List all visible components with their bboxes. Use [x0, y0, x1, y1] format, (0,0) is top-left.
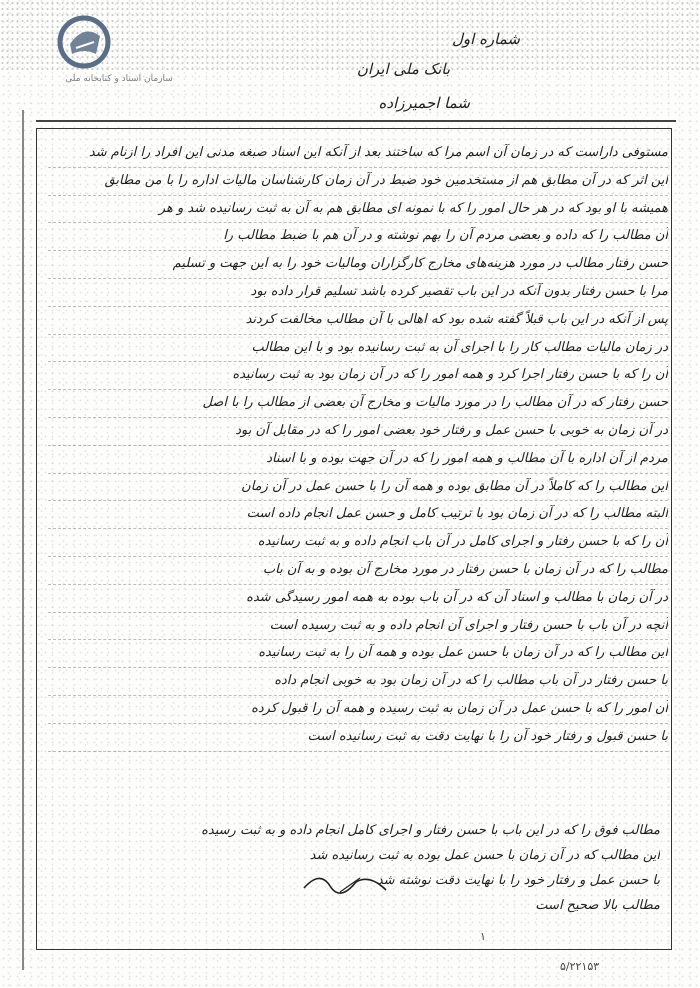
header-line-1: شماره اول — [452, 30, 520, 48]
body-line: این مطالب را که کاملاً در آن مطابق بوده و همه آن را با حسن عمل در آن زمان — [48, 474, 668, 502]
body-line: در آن زمان به خوبی با حسن عمل و رفتار خود بعضی امور را که در مقابل آن بود — [48, 418, 668, 446]
frame-top-rule — [36, 120, 676, 122]
body-line: مستوفی داراست که در زمان آن اسم مرا که ساختند بعد از آنکه این اسناد صبغه مدنی این افراد را ازنام شد — [48, 140, 668, 168]
body-line: در آن زمان با مطالب و اسناد آن که در آن باب بوده به همه امور رسیدگی شده — [48, 585, 668, 613]
body-line: آن امور را که با حسن عمل در آن زمان به ثبت رسیده و همه آن را قبول کرده — [48, 696, 668, 724]
signature — [300, 868, 390, 902]
archive-logo — [50, 14, 173, 86]
logo-caption: سازمان اسناد و کتابخانه ملی — [65, 74, 173, 84]
body-line: همیشه با او بود که در هر حال امور را که با نمونه ای مطابق هم به آن به ثبت رسانیده شد و هر — [48, 196, 668, 224]
body-line: حسن رفتار مطالب در مورد هزینه‌های مخارج کارگزاران ومالیات خود را به این جهت و تسلیم — [48, 251, 668, 279]
signature-scribble-icon — [300, 868, 390, 898]
body-line: آن مطالب را که داده و بعضی مردم آن را بهم نوشته و در آن هم با ضبط مطالب را — [48, 223, 668, 251]
body-line: مطالب را که در آن زمان با حسن رفتار در مورد مخارج آن بوده و به آن باب — [48, 557, 668, 585]
closing-line: با حسن عمل و رفتار خود را با نهایت دقت نوشته شد — [376, 873, 660, 888]
body-line: این مطالب را که در آن زمان با حسن عمل بوده و همه آن را به ثبت رسانیده — [48, 640, 668, 668]
body-line: حسن رفتار که در آن مطالب را در مورد مالیات و مخارج آن بعضی از مطالب را با اصل — [48, 390, 668, 418]
closing-line: مطالب فوق را که در این باب با حسن رفتار و اجرای کامل انجام داده و به ثبت رسیده — [201, 823, 660, 838]
body-line: مرا با حسن رفتار بدون آنکه در این باب تقصیر کرده باشد تسلیم قرار داده بود — [48, 279, 668, 307]
left-margin-rule — [22, 110, 24, 970]
body-line: آن را که با حسن رفتار و اجرای کامل در آن باب انجام داده و به ثبت رسانیده — [48, 529, 668, 557]
body-line: پس از آنکه در این باب قبلاً گفته شده بود که اهالی با آن مطالب مخالفت کردند — [48, 307, 668, 335]
header-line-3: شما اجمیرزاده — [378, 94, 470, 112]
body-line: این اثر که در آن مطابق هم از مستخدمین خود ضبط در آن زمان کارشناسان مالیات اداره را با من مطابق — [48, 168, 668, 196]
closing-line: این مطالب که در آن زمان با حسن عمل بوده به ثبت رسانیده شد — [309, 848, 660, 863]
header-line-2: بانک ملی ایران — [356, 60, 450, 78]
body-line: آن را که با حسن رفتار اجرا کرد و همه امور را که در آن زمان بود به ثبت رسانیده — [48, 362, 668, 390]
footer-mark: ۱ — [480, 930, 486, 943]
body-line: آنچه در آن باب با حسن رفتار و اجرای آن انجام داده و به ثبت رسیده است — [48, 613, 668, 641]
closing-line: مطالب بالا صحیح است — [535, 898, 660, 913]
body-line: مردم از آن اداره با آن مطالب و همه امور را که در آن جهت بوده و با اسناد — [48, 446, 668, 474]
archive-emblem-icon — [56, 14, 112, 70]
body-line: البته مطالب را که در آن زمان بود با ترتیب کامل و حسن عمل انجام داده است — [48, 501, 668, 529]
document-number: ۵/۲۲۱۵۳ — [560, 960, 600, 973]
body-line: با حسن رفتار در آن باب مطالب را که در آن زمان بود به خوبی انجام داده — [48, 668, 668, 696]
body-line: در زمان مالیات مطالب کار را با اجرای آن به ثبت رسانیده بود و با این مطالب — [48, 335, 668, 363]
body-line: با حسن قبول و رفتار خود آن را با نهایت دقت به ثبت رسانیده است — [48, 724, 668, 752]
handwritten-body — [48, 140, 668, 752]
